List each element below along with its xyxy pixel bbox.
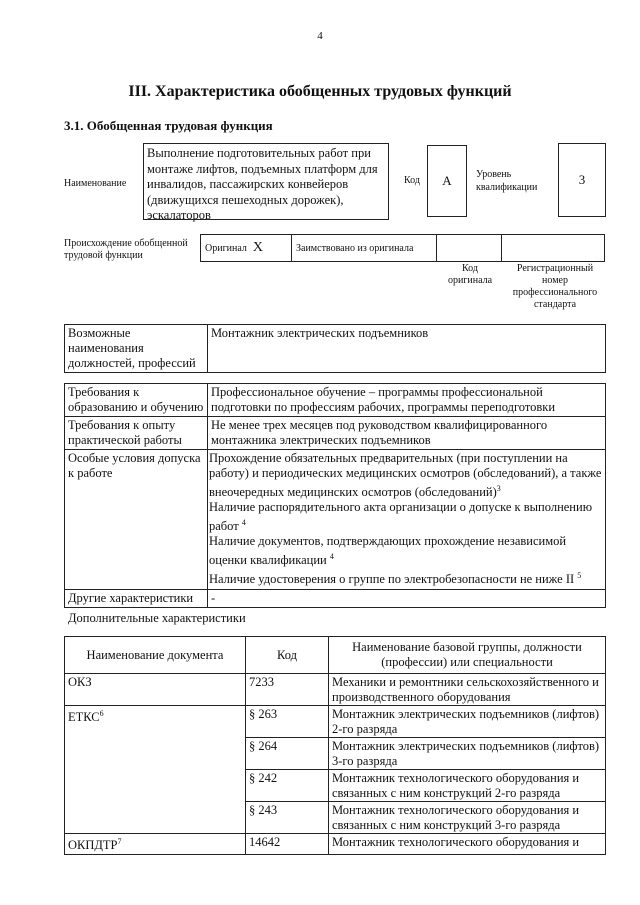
okz-name: Механики и ремонтники сельскохозяйственного и производственного оборудования xyxy=(329,674,606,706)
requirements-table xyxy=(64,383,606,608)
professions-label: Возможные наименования должностей, профессий xyxy=(65,325,208,373)
experience-label: Требования к опыту практической работы xyxy=(65,417,208,450)
header-name: Наименование базовой группы, должности (профессии) или специальности xyxy=(329,637,606,674)
condition-item: Наличие распорядительного акта организации о допуске к выполнению работ $^4$ xyxy=(209,500,593,534)
page-number: 4 xyxy=(317,30,323,42)
name-label: Наименование xyxy=(64,178,127,189)
origin-row xyxy=(200,234,606,262)
etks-name: Монтажник технологического оборудования и связанных с ним конструкций 2-го разряда xyxy=(329,770,606,802)
table-row xyxy=(65,706,606,738)
origin-code-cell xyxy=(436,234,502,262)
etks-name: Монтажник электрических подъемников (лифтов) 2-го разряда xyxy=(329,706,606,738)
condition-item: Наличие документов, подтверждающих прохождение независимой оценки квалификации $^4$ xyxy=(209,534,567,568)
conditions-value xyxy=(208,450,606,590)
origin-original-cell xyxy=(200,234,292,262)
okpdtr-name: Монтажник технологического оборудования и xyxy=(329,834,606,855)
other-value: - xyxy=(208,589,606,607)
okz-code: 7233 xyxy=(246,674,329,706)
other-label: Другие характеристики xyxy=(65,589,208,607)
header-code: Код xyxy=(246,637,329,674)
etks-code: § 263 xyxy=(246,706,329,738)
table-row xyxy=(65,834,606,855)
origin-reg-cell xyxy=(501,234,605,262)
table-row xyxy=(65,738,606,770)
original-label: Оригинал xyxy=(205,242,247,254)
etks-name: Монтажник электрических подъемников (лифтов) 3-го разряда xyxy=(329,738,606,770)
subsection-title: 3.1. Обобщенная трудовая функция xyxy=(64,118,273,133)
professions-value: Монтажник электрических подъемников xyxy=(208,325,606,373)
okpdtr-code: 14642 xyxy=(246,834,329,855)
okz-doc: ОКЗ xyxy=(65,674,246,706)
etks-code: § 264 xyxy=(246,738,329,770)
additional-title: Дополнительные характеристики xyxy=(68,611,246,625)
table-row xyxy=(65,802,606,834)
borrowed-label: Заимствовано из оригинала xyxy=(296,242,414,254)
table-row xyxy=(65,770,606,802)
etks-code: § 243 xyxy=(246,802,329,834)
header-doc: Наименование документа xyxy=(65,637,246,674)
professions-table xyxy=(64,324,606,373)
okpdtr-doc: ОКПДТР$^7$ xyxy=(65,834,246,855)
code-value: А xyxy=(427,145,467,217)
etks-code: § 242 xyxy=(246,770,329,802)
etks-doc: ЕТКС$^6$ xyxy=(65,706,246,738)
level-value: 3 xyxy=(558,143,606,217)
code-original-caption: Код оригинала xyxy=(447,263,493,286)
education-value: Профессиональное обучение – программы профессиональной подготовки по профессиям рабочих, программы переподготовки xyxy=(208,384,606,417)
origin-label: Происхождение обобщенной трудовой функции xyxy=(64,238,188,261)
original-mark: Х xyxy=(252,240,264,255)
function-name-value: Выполнение подготовительных работ при монтаже лифтов, подъемных платформ для инвалидов, пассажирских конвейеров (движущихся пешеходных дорожек), эскалаторов xyxy=(143,143,389,220)
conditions-label: Особые условия допуска к работе xyxy=(65,450,208,590)
section-title: III. Характеристика обобщенных трудовых функций xyxy=(128,83,512,100)
education-label: Требования к образованию и обучению xyxy=(65,384,208,417)
condition-item: Наличие удостоверения о группе по электробезопасности не ниже II $^5$ xyxy=(209,571,582,587)
code-label: Код xyxy=(404,175,420,186)
reg-number-caption: Регистрационный номер профессионального стандарта xyxy=(512,263,598,310)
additional-table xyxy=(64,636,606,855)
experience-value: Не менее трех месяцев под руководством квалифицированного монтажника электрических подъемников xyxy=(208,417,606,450)
level-label: Уровень квалификации xyxy=(476,169,538,193)
condition-item: Прохождение обязательных предварительных (при поступлении на работу) и периодических медицинских осмотров (обследований), а также внеочередных медицинских осмотров (обследований)$^3$ xyxy=(209,451,602,500)
origin-borrowed-cell xyxy=(291,234,437,262)
table-row xyxy=(65,674,606,706)
etks-name: Монтажник технологического оборудования и связанных с ним конструкций 3-го разряда xyxy=(329,802,606,834)
